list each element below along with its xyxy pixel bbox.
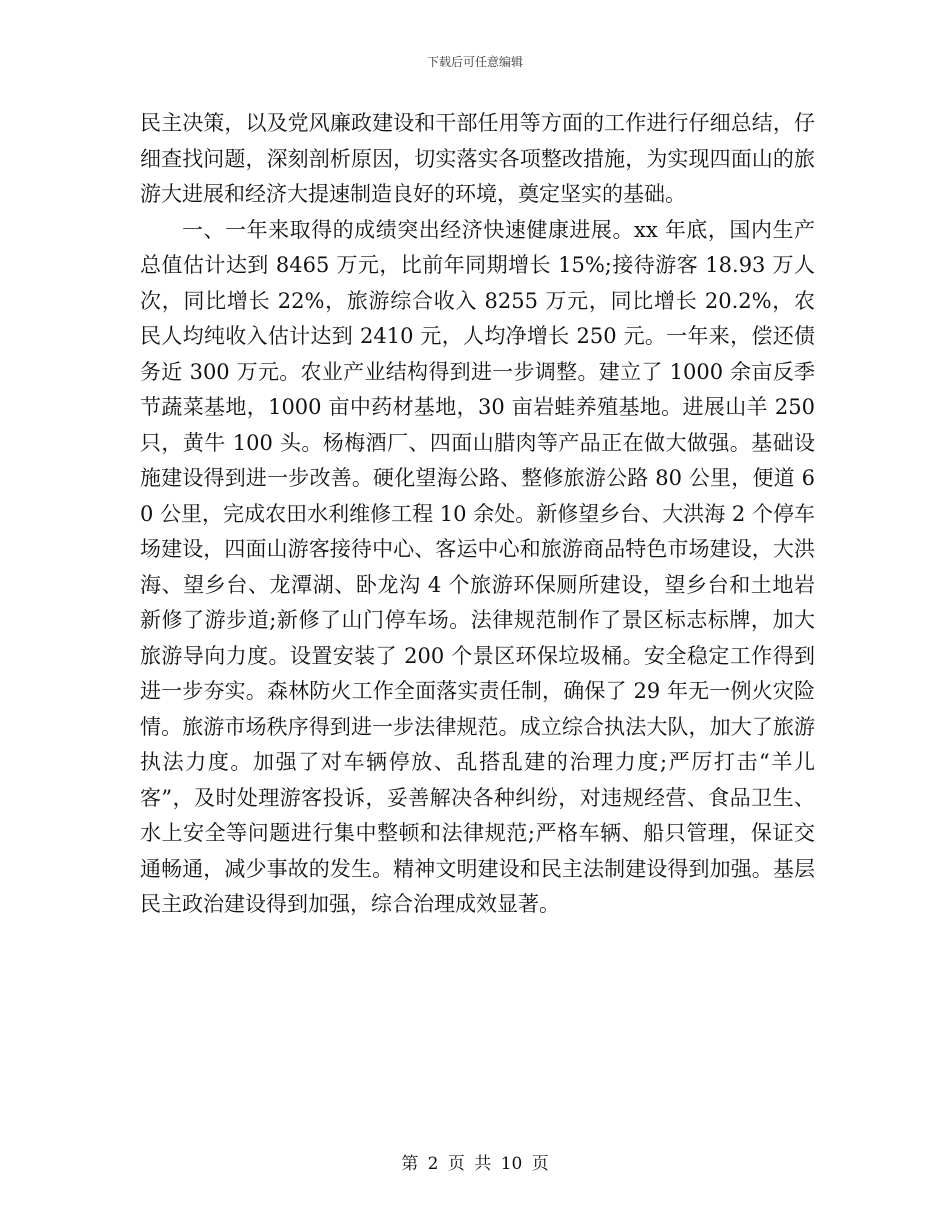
page-header: 下载后可任意编辑 bbox=[426, 55, 523, 69]
paragraph-achievements: 一、一年来取得的成绩突出经济快速健康进展。xx 年底，国内生产总值估计达到 8465 万元，比前年同期增长 15%;接待游客 18.93 万人次，同比增长 22%，旅游综合收入 8255 万元，同比增长 20.2%，农民人均纯收入估计达到 2410 元，人均净增长 250 元。一年来，偿还债务近 300 万元。农业产业结构得到进一步调整。建立了 1000 余亩反季节蔬菜基地，1000 亩中药材基地，30 亩岩蛙养殖基地。进展山羊 250 只，黄牛 100 头。杨梅酒厂、四面山腊肉等产品正在做大做强。基础设施建设得到进一步改善。硬化望海公路、整修旅游公路 80 公里，便道 60 公里，完成农田水利维修工程 10 余处。新修望乡台、大洪海 2 个停车场建设，四面山游客接待中心、客运中心和旅游商品特色市场建设，大洪海、望乡台、龙潭湖、卧龙沟 4 个旅游环保厕所建设，望乡台和土地岩新修了游步道;新修了山门停车场。法律规范制作了景区标志标牌，加大旅游导向力度。设置安装了 200 个景区环保垃圾桶。安全稳定工作得到进一步夯实。森林防火工作全面落实责任制，确保了 29 年无一例火灾险情。旅游市场秩序得到进一步法律规范。成立综合执法大队，加大了旅游执法力度。加强了对车辆停放、乱搭乱建的治理力度;严厉打击“羊儿客”，及时处理游客投诉，妥善解决各种纠纷，对违规经营、食品卫生、水上安全等问题进行集中整顿和法律规范;严格车辆、船只管理，保证交通畅通，减少事故的发生。精神文明建设和民主法制建设得到加强。基层民主政治建设得到加强，综合治理成效显著。 bbox=[140, 217, 815, 916]
paragraph-continuation: 民主决策，以及党风廉政建设和干部任用等方面的工作进行仔细总结，仔细查找问题，深刻剖析原因，切实落实各项整改措施，为实现四面山的旅游大进展和经济大提速制造良好的环境，奠定坚实的基础。 bbox=[140, 111, 815, 206]
document-body bbox=[140, 106, 815, 923]
page-number-footer: 第 2 页 共 10 页 bbox=[401, 1154, 549, 1174]
